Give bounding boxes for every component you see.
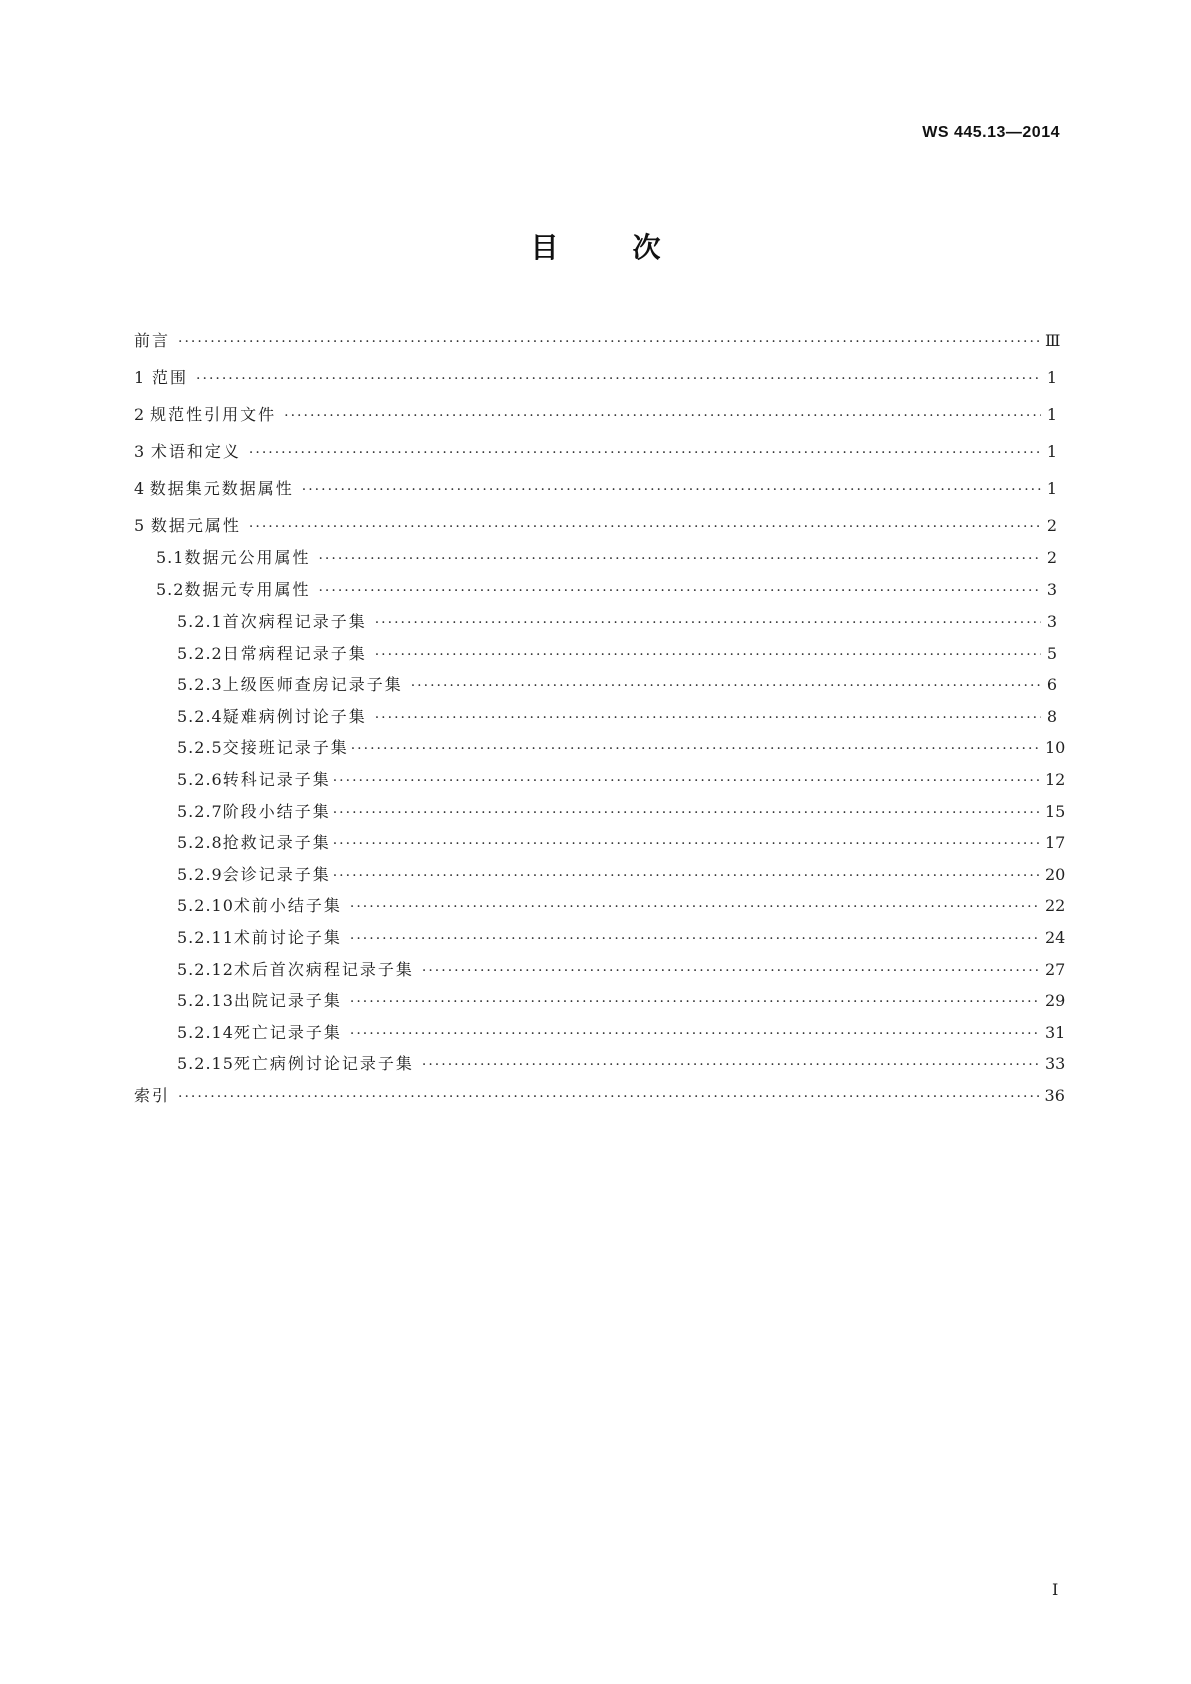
toc-entry-1[interactable] — [134, 367, 1057, 404]
toc-entry-page: 3 — [1046, 612, 1057, 631]
toc-entry-4[interactable] — [134, 478, 1057, 515]
toc-entry-5-2-12[interactable] — [134, 959, 1066, 991]
toc-entry-number: 1 — [134, 368, 146, 387]
toc-entry-5-2-2[interactable] — [134, 643, 1057, 675]
dot-leader — [178, 330, 1041, 352]
toc-entry-title: 术前讨论子集 — [233, 927, 342, 947]
toc-entry-page: 22 — [1045, 896, 1066, 916]
toc-entry-page: 3 — [1046, 580, 1057, 599]
toc-entry-2[interactable] — [134, 404, 1057, 441]
toc-entry-page: 24 — [1045, 927, 1066, 947]
toc-entry-number: 5.2.11 — [177, 927, 234, 947]
toc-entry-number: 5.2.13 — [177, 991, 234, 1011]
dot-leader — [350, 990, 1041, 1012]
dot-leader — [411, 674, 1041, 696]
toc-entry-title: 疑难病例讨论子集 — [222, 706, 367, 726]
toc-entry-number: 5.2.14 — [177, 1022, 234, 1042]
toc-entry-title: 出院记录子集 — [233, 991, 342, 1011]
toc-entry-title: 交接班记录子集 — [222, 738, 349, 758]
toc-entry-number: 5 — [134, 516, 146, 535]
dot-leader — [350, 927, 1041, 949]
dot-leader — [318, 547, 1041, 569]
toc-entry-5-1[interactable] — [134, 547, 1057, 579]
toc-entry-number: 5.2.3 — [177, 675, 223, 695]
toc-entry-title: 索引 — [134, 1085, 171, 1105]
toc-entry-5-2-3[interactable] — [134, 674, 1057, 706]
toc-entry-title: 会诊记录子集 — [222, 864, 331, 884]
toc-entry-5-2-4[interactable] — [134, 706, 1057, 738]
toc-entry-title: 前言 — [134, 331, 171, 350]
dot-leader — [333, 801, 1041, 823]
toc-entry-5-2[interactable] — [134, 579, 1057, 611]
toc-entry-page: 29 — [1045, 991, 1066, 1011]
dot-leader — [196, 367, 1041, 389]
dot-leader — [422, 1053, 1041, 1075]
toc-entry-number: 3 — [134, 442, 146, 461]
toc-entry-title: 阶段小结子集 — [222, 801, 331, 821]
toc-entry-title: 首次病程记录子集 — [222, 612, 367, 631]
toc-entry-number: 5.2.9 — [177, 864, 223, 884]
toc-entry-title: 抢救记录子集 — [222, 833, 331, 853]
toc-entry-title: 死亡病例讨论记录子集 — [233, 1054, 414, 1074]
toc-entry-title: 规范性引用文件 — [150, 405, 277, 424]
dot-leader — [350, 1022, 1041, 1044]
toc-entry-page: 5 — [1046, 643, 1057, 663]
dot-leader — [284, 404, 1041, 426]
dot-leader — [350, 895, 1041, 917]
toc-entry-5-2-8[interactable] — [134, 832, 1066, 864]
toc-entry-page: 17 — [1045, 833, 1066, 853]
toc-entry-page: 1 — [1046, 479, 1057, 498]
toc-entry-title: 数据元公用属性 — [184, 548, 311, 567]
toc-entry-page: 36 — [1044, 1085, 1065, 1105]
standard-code: WS 445.13—2014 — [922, 124, 1060, 141]
toc-entry-page: 2 — [1046, 516, 1057, 535]
dot-leader — [333, 864, 1041, 886]
toc-entry-5-2-15[interactable] — [134, 1053, 1066, 1085]
dot-leader — [375, 611, 1041, 633]
toc-entry-5-2-11[interactable] — [134, 927, 1066, 959]
toc-entry-page: 1 — [1046, 405, 1057, 424]
toc-entry-5-2-6[interactable] — [134, 769, 1066, 801]
toc-entry-page: 8 — [1046, 706, 1057, 726]
toc-entry-5-2-7[interactable] — [134, 801, 1066, 833]
toc-entry-3[interactable] — [134, 441, 1057, 478]
toc-entry-title: 术前小结子集 — [233, 896, 342, 916]
toc-entry-number: 4 — [134, 479, 146, 498]
toc-entry-page: 33 — [1045, 1054, 1066, 1074]
toc-entry-page: Ⅲ — [1045, 331, 1061, 350]
toc-entry-number: 5.2.5 — [177, 738, 223, 758]
dot-leader — [318, 579, 1041, 601]
toc-entry-title: 数据元专用属性 — [184, 580, 311, 599]
toc-entry-number: 5.2.4 — [177, 706, 223, 726]
page-title: 目次 — [530, 231, 735, 264]
toc-entry-5-2-13[interactable] — [134, 990, 1066, 1022]
toc-entry-title: 数据元属性 — [150, 516, 241, 535]
toc-entry-number: 5.2.15 — [177, 1054, 234, 1074]
toc-entry-5-2-1[interactable] — [134, 611, 1057, 643]
toc-entry-number: 5.1 — [156, 548, 185, 567]
dot-leader — [249, 441, 1041, 463]
toc-entry-page: 2 — [1046, 548, 1057, 567]
toc-entry-page: 6 — [1046, 675, 1057, 695]
toc-entry-title: 数据集元数据属性 — [149, 479, 294, 498]
toc-entry-number: 5.2.10 — [177, 896, 234, 916]
toc-entry-5-2-10[interactable] — [134, 895, 1066, 927]
dot-leader — [302, 478, 1041, 500]
toc-entry-page: 12 — [1045, 769, 1066, 789]
toc-entry-number: 5.2 — [156, 580, 185, 599]
toc-entry-title: 转科记录子集 — [222, 769, 331, 789]
toc-entry-index[interactable] — [134, 1085, 1065, 1122]
dot-leader — [333, 769, 1041, 791]
toc-entry-page: 20 — [1045, 864, 1066, 884]
dot-leader — [178, 1085, 1041, 1107]
toc-entry-title: 日常病程记录子集 — [222, 643, 367, 663]
table-of-contents — [134, 330, 1066, 1122]
toc-entry-page: 10 — [1045, 738, 1066, 758]
toc-entry-number: 2 — [134, 405, 146, 424]
dot-leader — [375, 706, 1041, 728]
toc-entry-title: 术后首次病程记录子集 — [233, 959, 414, 979]
toc-entry-number: 5.2.1 — [177, 612, 223, 631]
toc-entry-title: 术语和定义 — [150, 442, 241, 461]
toc-entry-5[interactable] — [134, 515, 1057, 547]
toc-entry-5-2-5[interactable] — [134, 737, 1066, 769]
toc-entry-page: 1 — [1046, 368, 1057, 387]
dot-leader — [333, 832, 1041, 854]
toc-entry-5-2-14[interactable] — [134, 1022, 1066, 1054]
toc-entry-number: 5.2.6 — [177, 769, 223, 789]
toc-entry-foreword[interactable] — [134, 330, 1061, 367]
toc-entry-title: 范围 — [152, 368, 189, 387]
toc-entry-number: 5.2.8 — [177, 833, 223, 853]
toc-entry-number: 5.2.7 — [177, 801, 223, 821]
toc-entry-page: 1 — [1046, 442, 1057, 461]
toc-entry-page: 15 — [1045, 801, 1066, 821]
toc-entry-title: 上级医师查房记录子集 — [222, 675, 403, 695]
dot-leader — [249, 515, 1041, 537]
toc-entry-5-2-9[interactable] — [134, 864, 1066, 896]
toc-entry-title: 死亡记录子集 — [233, 1022, 342, 1042]
toc-entry-number: 5.2.12 — [177, 959, 234, 979]
dot-leader — [422, 959, 1041, 981]
toc-entry-page: 31 — [1045, 1022, 1066, 1042]
footer-page-number: I — [1052, 1580, 1059, 1599]
toc-entry-number: 5.2.2 — [177, 643, 223, 663]
dot-leader — [351, 737, 1041, 759]
toc-entry-page: 27 — [1045, 959, 1066, 979]
dot-leader — [375, 643, 1041, 665]
